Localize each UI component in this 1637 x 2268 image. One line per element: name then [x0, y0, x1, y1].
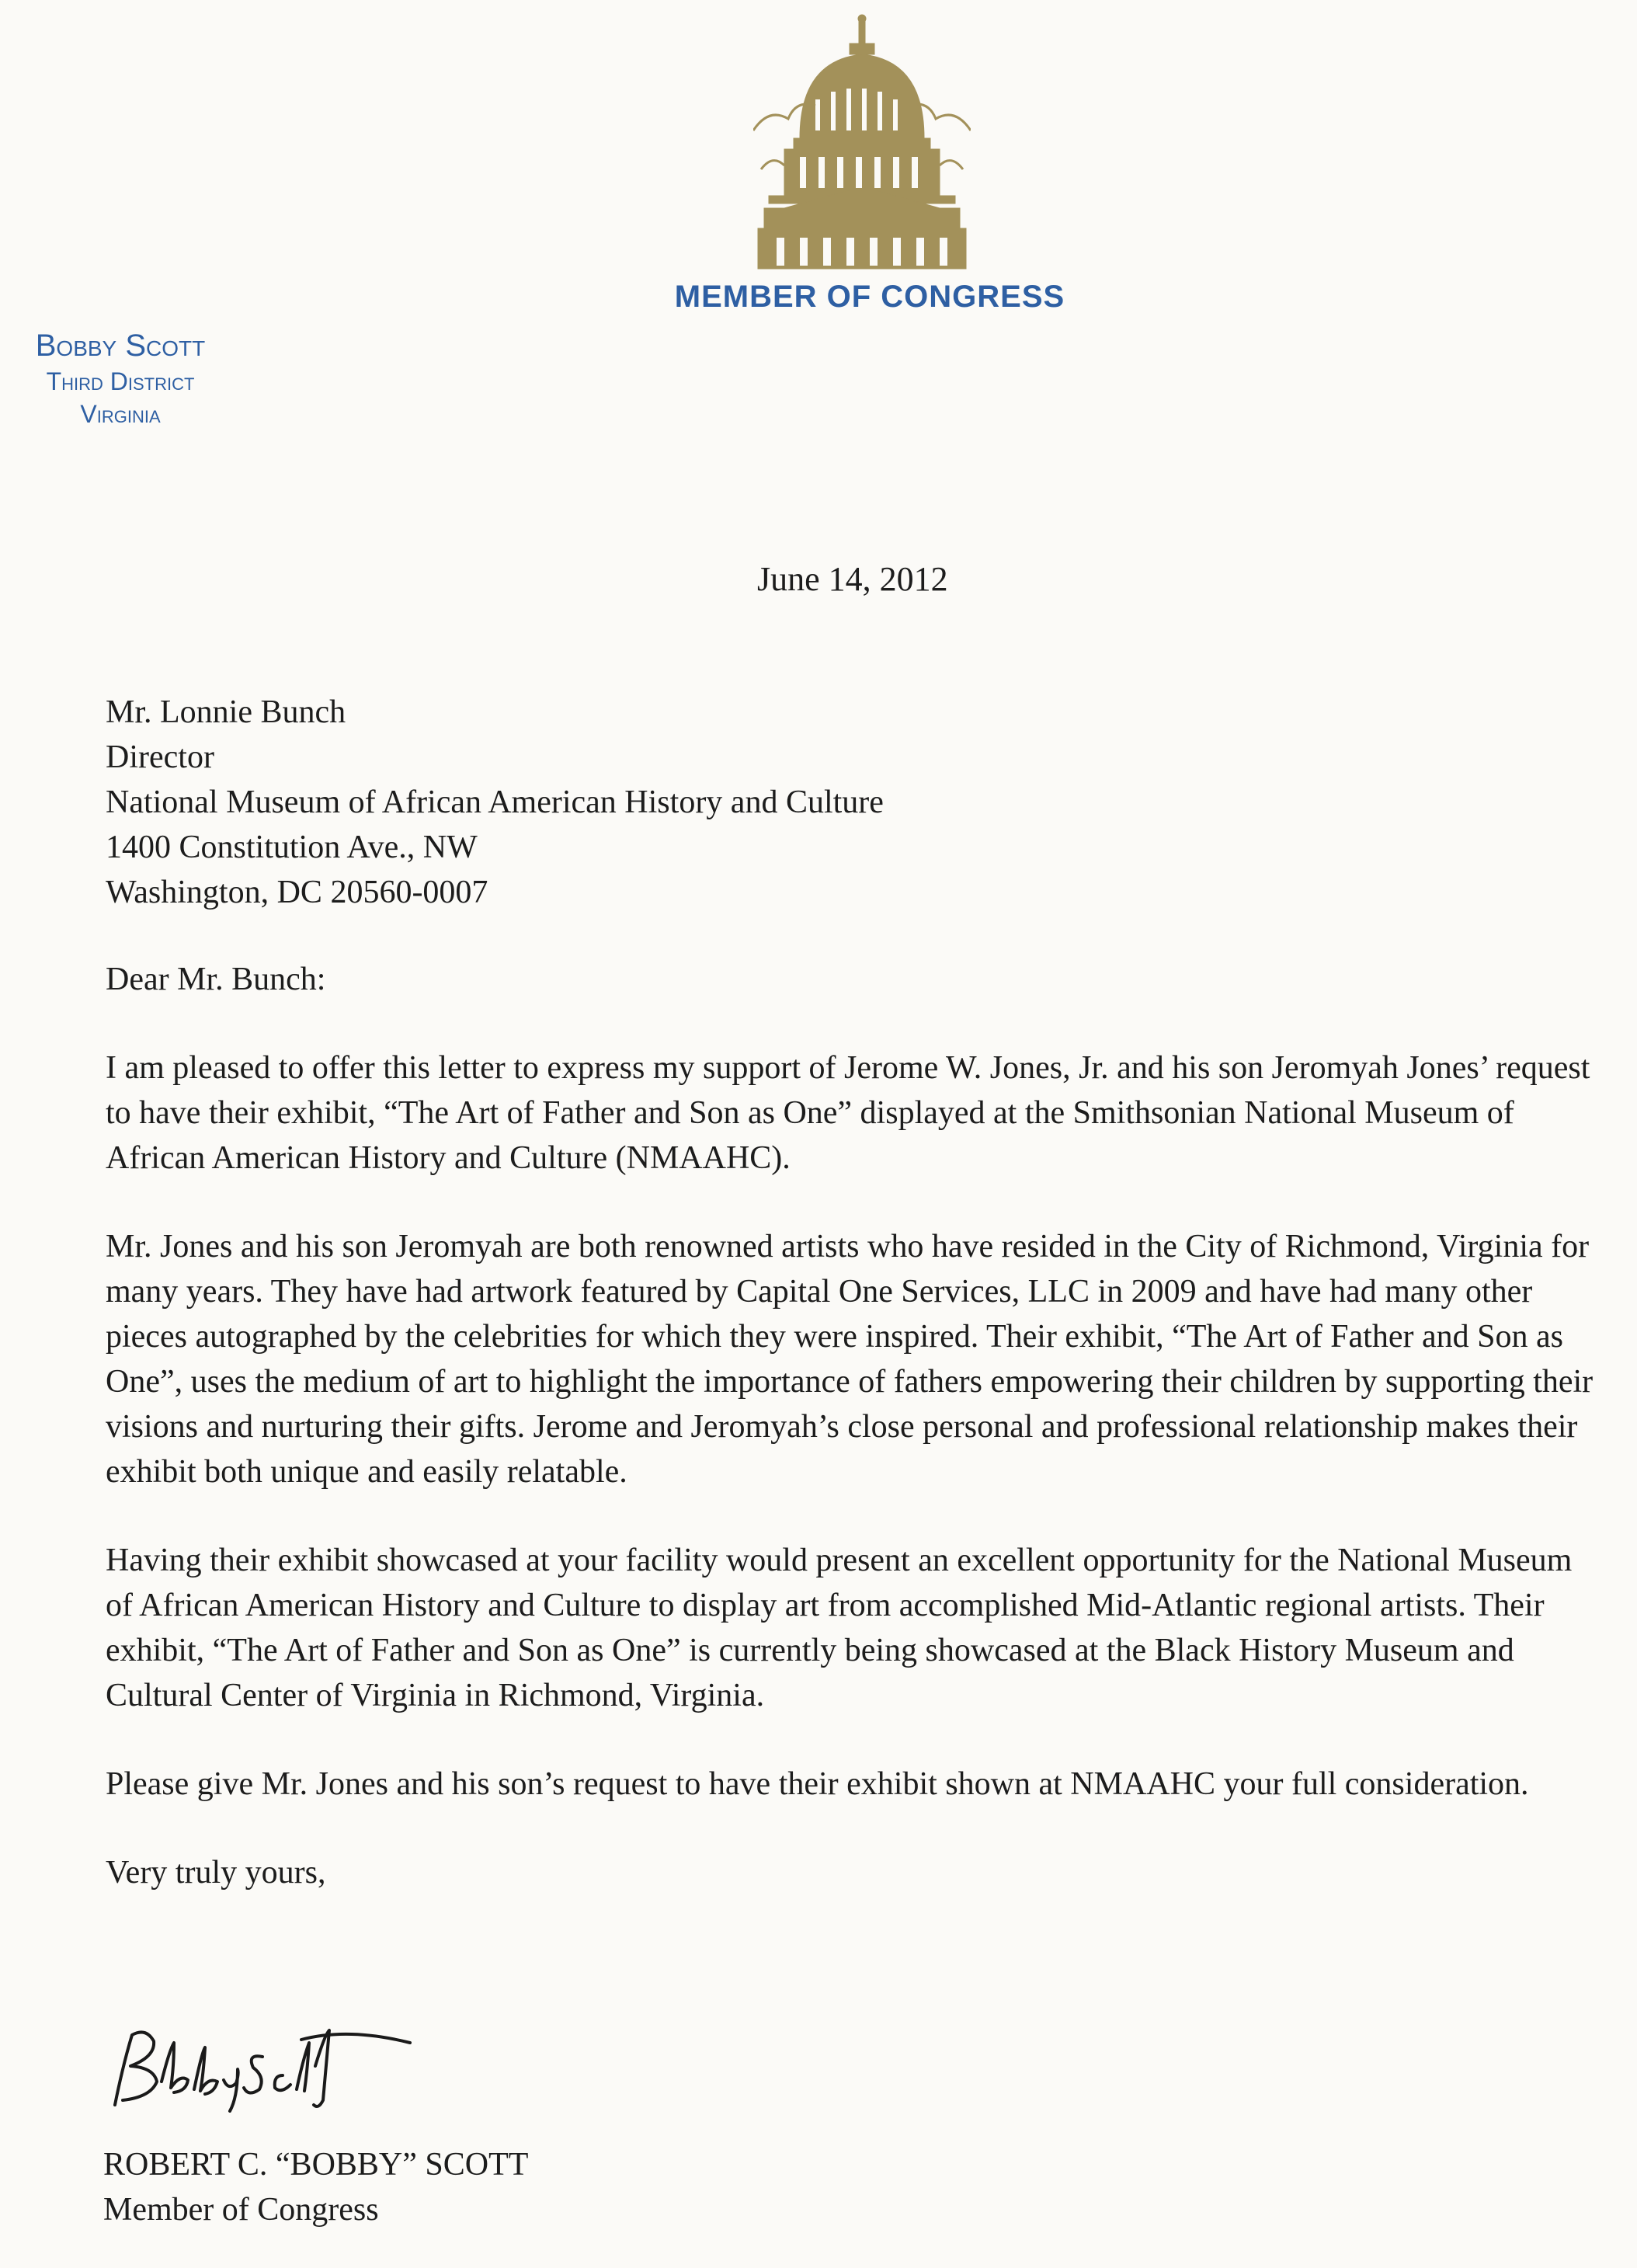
member-state: Virginia	[80, 400, 161, 428]
letter-body	[106, 690, 1604, 1895]
recipient-line: National Museum of African American History and Culture	[106, 784, 884, 820]
salutation: Dear Mr. Bunch:	[106, 962, 326, 997]
body-paragraph: I am pleased to offer this letter to express my support of Jerome W. Jones, Jr. and his son Jeromyah Jones’ request to have their exhibit, “The Art of Father and Son as One” displayed at the Smithsonian National Museum of African American History and Culture (NMAAHC).	[106, 1050, 1590, 1176]
recipient-line: Director	[106, 739, 214, 775]
body-paragraph: Mr. Jones and his son Jeromyah are both renowned artists who have resided in the City of Richmond, Virginia for many years. They have had artwork featured by Capital One Services, LLC in 2009 and have had many other pieces autographed by the celebrities for which they were inspired. Their exhibit, “The Art of Father and Son as One”, uses the medium of art to highlight the importance of fathers empowering their children by supporting their visions and nurturing their gifts. Jerome and Jeromyah’s close personal and professional relationship makes their exhibit both unique and easily relatable.	[106, 1229, 1594, 1490]
member-name: Bobby Scott	[35, 329, 206, 363]
body-paragraph: Please give Mr. Jones and his son’s request to have their exhibit shown at NMAAHC your full consideration.	[106, 1766, 1529, 1802]
signatory-name: ROBERT C. “BOBBY” SCOTT	[103, 2147, 529, 2183]
letter-date: June 14, 2012	[757, 560, 948, 598]
recipient-line: 1400 Constitution Ave., NW	[106, 830, 478, 865]
recipient-address	[106, 690, 1604, 915]
member-district: Third District	[46, 367, 195, 395]
member-info	[16, 326, 225, 430]
letterhead-title: MEMBER OF CONGRESS	[674, 280, 1065, 314]
recipient-line: Washington, DC 20560-0007	[106, 875, 488, 910]
recipient-line: Mr. Lonnie Bunch	[106, 694, 346, 730]
capitol-dome-icon	[753, 14, 971, 270]
signatory-title: Member of Congress	[103, 2192, 379, 2228]
handwritten-signature-icon	[99, 2019, 426, 2113]
signature-block	[103, 2142, 528, 2232]
closing: Very truly yours,	[106, 1855, 326, 1891]
body-paragraph: Having their exhibit showcased at your facility would present an excellent opportunity for the National Museum of African American History and Culture to display art from accomplished Mid-Atlantic regional artists. Their exhibit, “The Art of Father and Son as One” is currently being showcased at the Black History Museum and Cultural Center of Virginia in Richmond, Virginia.	[106, 1543, 1573, 1713]
